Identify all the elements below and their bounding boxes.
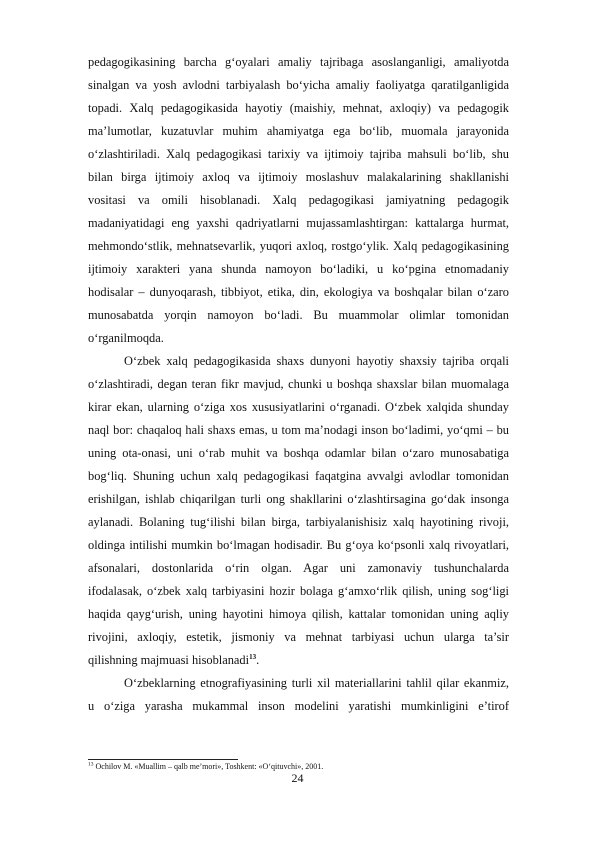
sentence-end: . bbox=[256, 653, 260, 667]
body-line: munosabatda yorqin namoyon bo‘ladi. Bu muammolar olimlar tomonidan bbox=[88, 308, 509, 322]
page-number: 24 bbox=[291, 771, 304, 785]
footnote-text: Ochilov M. «Muallim – qalb me’mori», Toshkent: «O‘qituvchi», 2001. bbox=[95, 762, 324, 771]
body-line: ma’lumotlar, kuzatuvlar muhim ahamiyatga ega bo‘lib, muomala jarayonida bbox=[88, 124, 509, 138]
body-line: erishilgan, ishlab chiqarilgan turli ong shakllarini o‘zlashtirsagina go‘dak insonga bbox=[88, 492, 509, 506]
body-line: pedagogikasining barcha g‘oyalari amaliy tajribaga asoslanganligi, amaliyotda bbox=[88, 55, 509, 69]
footnote-divider bbox=[88, 759, 238, 760]
body-line: topadi. Xalq pedagogikasida hayotiy (maishiy, mehnat, axloqiy) va pedagogik bbox=[88, 101, 509, 115]
body-line: naql bor: chaqaloq hali shaxs emas, u tom ma’nodagi inson bo‘ladimi, yo‘qmi – bu bbox=[88, 423, 509, 437]
body-line: mehmondo‘stlik, mehnatsevarlik, yuqori axloq, rostgo‘ylik. Xalq pedagogikasining bbox=[88, 239, 509, 253]
body-line: ijtimoiy xarakteri yana shunda namoyon bo‘ladiki, u ko‘pgina etnomadaniy bbox=[88, 262, 509, 276]
body-line: bilan birga ijtimoiy axloq va ijtimoiy moslashuv malakalarining shakllanishi bbox=[88, 170, 509, 184]
body-line: u o‘ziga yarasha mukammal inson modelini yaratishi mumkinligini e’tirof bbox=[88, 699, 509, 713]
paragraph-end-line bbox=[88, 653, 509, 667]
body-line: rivojini, axloqiy, estetik, jismoniy va mehnat tarbiyasi uchun ularga ta’sir bbox=[88, 630, 509, 644]
body-line: bog‘liq. Shuning uchun xalq pedagogikasi faqatgina avvalgi avlodlar tomonidan bbox=[88, 469, 509, 483]
footnote-number: 13 bbox=[88, 761, 94, 768]
body-line: hodisalar – dunyoqarash, tibbiyot, etika, din, ekologiya va boshqalar bilan o‘zaro bbox=[88, 285, 509, 299]
body-line: uning ota-onasi, uni o‘rab muhit va boshqa odamlar bilan o‘zaro munosabatiga bbox=[88, 446, 509, 460]
body-line: ifodalasak, o‘zbek xalq tarbiyasini hozir bolaga g‘amxo‘rlik qilish, uning sog‘ligi bbox=[88, 584, 509, 598]
paragraph-first-line: O‘zbek xalq pedagogikasida shaxs dunyoni hayotiy shaxsiy tajriba orqali bbox=[124, 354, 509, 368]
body-line: haqida qayg‘urish, uning hayotini himoya qilish, kattalar tomonidan uning aqliy bbox=[88, 607, 509, 621]
body-line: sinalgan va yosh avlodni tarbiyalash bo‘yicha amaliy faoliyatga qaratilganligida bbox=[88, 78, 509, 92]
footnote-reference[interactable]: 13 bbox=[249, 652, 257, 661]
body-line-text: qilishning majmuasi hisoblanadi bbox=[88, 653, 250, 667]
body-line: aylanadi. Bolaning tug‘ilishi bilan birga, tarbiyalanishisiz xalq hayotining rivoji, bbox=[88, 515, 509, 529]
body-line: kirar ekan, ularning o‘ziga xos xususiyatlarini o‘rganadi. O‘zbek xalqida shunday bbox=[88, 400, 509, 414]
paragraph-first-line: O‘zbeklarning etnografiyasining turli xil materiallarini tahlil qilar ekanmiz, bbox=[124, 676, 509, 690]
body-line: o‘zlashtiradi, degan teran fikr mavjud, chunki u boshqa shaxslar bilan muomalaga bbox=[88, 377, 509, 391]
body-line: oldinga intilishi mumkin bo‘lmagan hodisadir. Bu g‘oya ko‘psonli xalq rivoyatlari, bbox=[88, 538, 509, 552]
body-line: vositasi va omili hisoblanadi. Xalq pedagogikasi jamiyatning pedagogik bbox=[88, 193, 509, 207]
body-line: o‘zlashtiriladi. Xalq pedagogikasi tarixiy va ijtimoiy tajriba mahsuli bo‘lib, shu bbox=[88, 147, 509, 161]
body-line: afsonalari, dostonlarida o‘rin olgan. Agar uni zamonaviy tushunchalarda bbox=[88, 561, 509, 575]
body-line: madaniyatidagi eng yaxshi qadriyatlarni mujassamlashtirgan: kattalarga hurmat, bbox=[88, 216, 509, 230]
paragraph-end-line: o‘rganilmoqda. bbox=[88, 331, 164, 345]
